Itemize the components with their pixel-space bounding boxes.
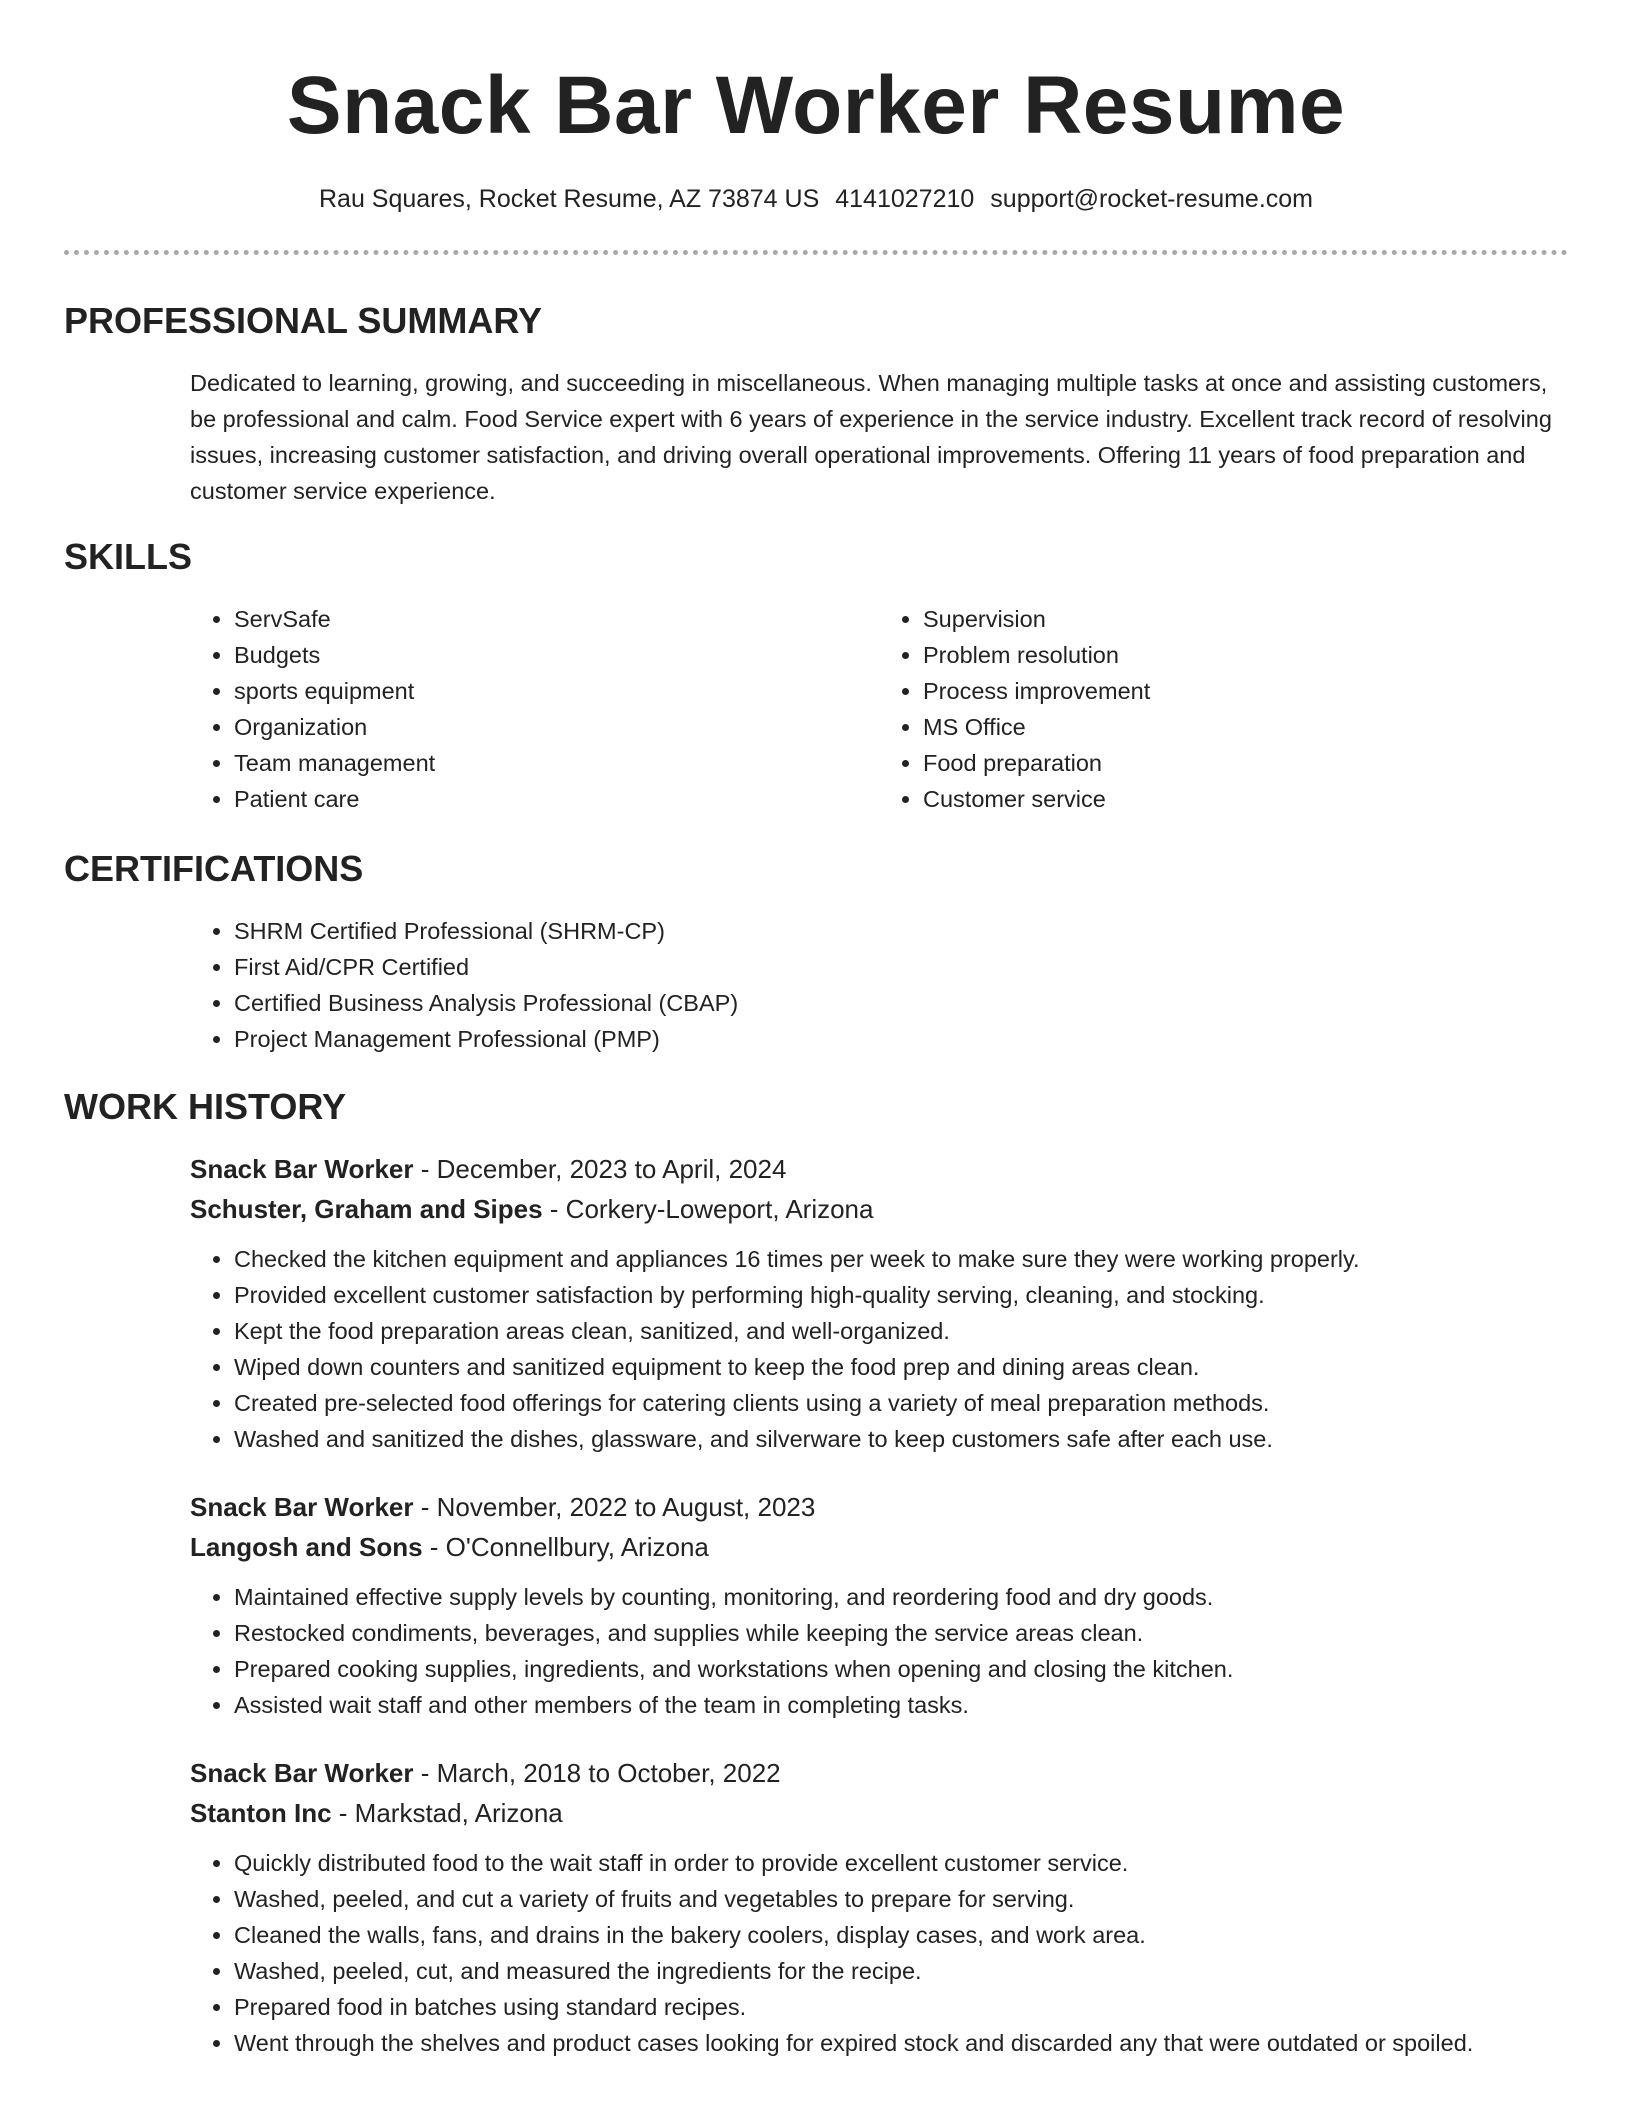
job-duties	[190, 1579, 1568, 1723]
job-location: - Markstad, Arizona	[331, 1798, 563, 1828]
skill-item: • Customer service	[923, 781, 1568, 817]
contact-email: support@rocket-resume.com	[990, 185, 1314, 213]
skill-item: • Patient care	[234, 781, 879, 817]
job-entry	[190, 1487, 1568, 1723]
duty-item: • Went through the shelves and product cases looking for expired stock and discarded any that were outdated or spoiled.	[234, 2025, 1568, 2061]
job-dates: - December, 2023 to April, 2024	[413, 1154, 787, 1184]
work-heading: WORK HISTORY	[64, 1086, 347, 1127]
work-section	[64, 1085, 1568, 2061]
job-company: Schuster, Graham and Sipes	[190, 1194, 543, 1224]
contact-address: Rau Squares, Rocket Resume, AZ 73874 US	[318, 185, 820, 213]
job-dates: - March, 2018 to October, 2022	[413, 1758, 781, 1788]
certification-item: • SHRM Certified Professional (SHRM-CP)	[234, 913, 1568, 949]
contact-phone: 4141027210	[835, 185, 975, 213]
skill-item: • sports equipment	[234, 673, 879, 709]
job-title-line	[190, 1487, 1568, 1527]
duty-item: • Prepared food in batches using standard recipes.	[234, 1989, 1568, 2025]
job-title-line	[190, 1753, 1568, 1793]
job-title-line	[190, 1149, 1568, 1189]
certification-item: • Project Management Professional (PMP)	[234, 1021, 1568, 1057]
certifications-heading: CERTIFICATIONS	[64, 848, 364, 889]
summary-heading: PROFESSIONAL SUMMARY	[64, 300, 543, 341]
duty-item: • Prepared cooking supplies, ingredients, and workstations when opening and closing the kitchen.	[234, 1651, 1568, 1687]
skill-item: • Supervision	[923, 601, 1568, 637]
skill-item: • ServSafe	[234, 601, 879, 637]
skills-list-left	[190, 601, 879, 817]
duty-item: • Washed, peeled, cut, and measured the ingredients for the recipe.	[234, 1953, 1568, 1989]
skills-section	[64, 535, 1568, 817]
certifications-section	[64, 847, 1568, 1057]
duty-item: • Restocked condiments, beverages, and supplies while keeping the service areas clean.	[234, 1615, 1568, 1651]
duty-item: • Quickly distributed food to the wait staff in order to provide excellent customer service.	[234, 1845, 1568, 1881]
duty-item: • Created pre-selected food offerings for catering clients using a variety of meal preparation methods.	[234, 1385, 1568, 1421]
certification-item: • First Aid/CPR Certified	[234, 949, 1568, 985]
skill-item: • MS Office	[923, 709, 1568, 745]
job-company: Stanton Inc	[190, 1798, 332, 1828]
summary-section	[64, 299, 1568, 509]
contact-line	[64, 182, 1568, 216]
duty-item: • Wiped down counters and sanitized equipment to keep the food prep and dining areas clean.	[234, 1349, 1568, 1385]
skills-columns	[190, 601, 1568, 817]
duty-item: • Assisted wait staff and other members of the team in completing tasks.	[234, 1687, 1568, 1723]
job-company: Langosh and Sons	[190, 1532, 423, 1562]
skill-item: • Problem resolution	[923, 637, 1568, 673]
resume-title: Snack Bar Worker Resume	[286, 60, 1346, 151]
duty-item: • Checked the kitchen equipment and appliances 16 times per week to make sure they were working properly.	[234, 1241, 1568, 1277]
skill-item: • Process improvement	[923, 673, 1568, 709]
job-title: Snack Bar Worker	[190, 1154, 414, 1184]
job-entry	[190, 1753, 1568, 2061]
skills-heading: SKILLS	[64, 536, 193, 577]
job-dates: - November, 2022 to August, 2023	[413, 1492, 816, 1522]
job-company-line	[190, 1527, 1568, 1567]
job-title: Snack Bar Worker	[190, 1758, 414, 1788]
job-location: - Corkery-Loweport, Arizona	[542, 1194, 874, 1224]
job-title: Snack Bar Worker	[190, 1492, 414, 1522]
certifications-list	[190, 913, 1568, 1057]
resume-page	[64, 0, 1568, 2061]
skill-item: • Food preparation	[923, 745, 1568, 781]
duty-item: • Provided excellent customer satisfaction by performing high-quality serving, cleaning, and stocking.	[234, 1277, 1568, 1313]
duty-item: • Maintained effective supply levels by counting, monitoring, and reordering food and dry goods.	[234, 1579, 1568, 1615]
skill-item: • Budgets	[234, 637, 879, 673]
summary-text: Dedicated to learning, growing, and succeeding in miscellaneous. When managing multiple tasks at once and assisting customers, be professional and calm. Food Service expert with 6 years of experience in the service industry. Excellent track record of resolving issues, increasing customer satisfaction, and driving overall operational improvements. Offering 11 years of food preparation and customer service experience.	[190, 370, 1552, 504]
certification-item: • Certified Business Analysis Professional (CBAP)	[234, 985, 1568, 1021]
duty-item: • Kept the food preparation areas clean, sanitized, and well-organized.	[234, 1313, 1568, 1349]
skill-item: • Organization	[234, 709, 879, 745]
duty-item: • Cleaned the walls, fans, and drains in the bakery coolers, display cases, and work area.	[234, 1917, 1568, 1953]
job-company-line	[190, 1189, 1568, 1229]
job-location: - O'Connellbury, Arizona	[422, 1532, 709, 1562]
header-divider	[64, 250, 1568, 255]
skills-list-right	[879, 601, 1568, 817]
duty-item: • Washed and sanitized the dishes, glassware, and silverware to keep customers safe after each use.	[234, 1421, 1568, 1457]
duty-item: • Washed, peeled, and cut a variety of fruits and vegetables to prepare for serving.	[234, 1881, 1568, 1917]
skill-item: • Team management	[234, 745, 879, 781]
job-duties	[190, 1241, 1568, 1457]
job-entry	[190, 1149, 1568, 1457]
job-duties	[190, 1845, 1568, 2061]
job-company-line	[190, 1793, 1568, 1833]
